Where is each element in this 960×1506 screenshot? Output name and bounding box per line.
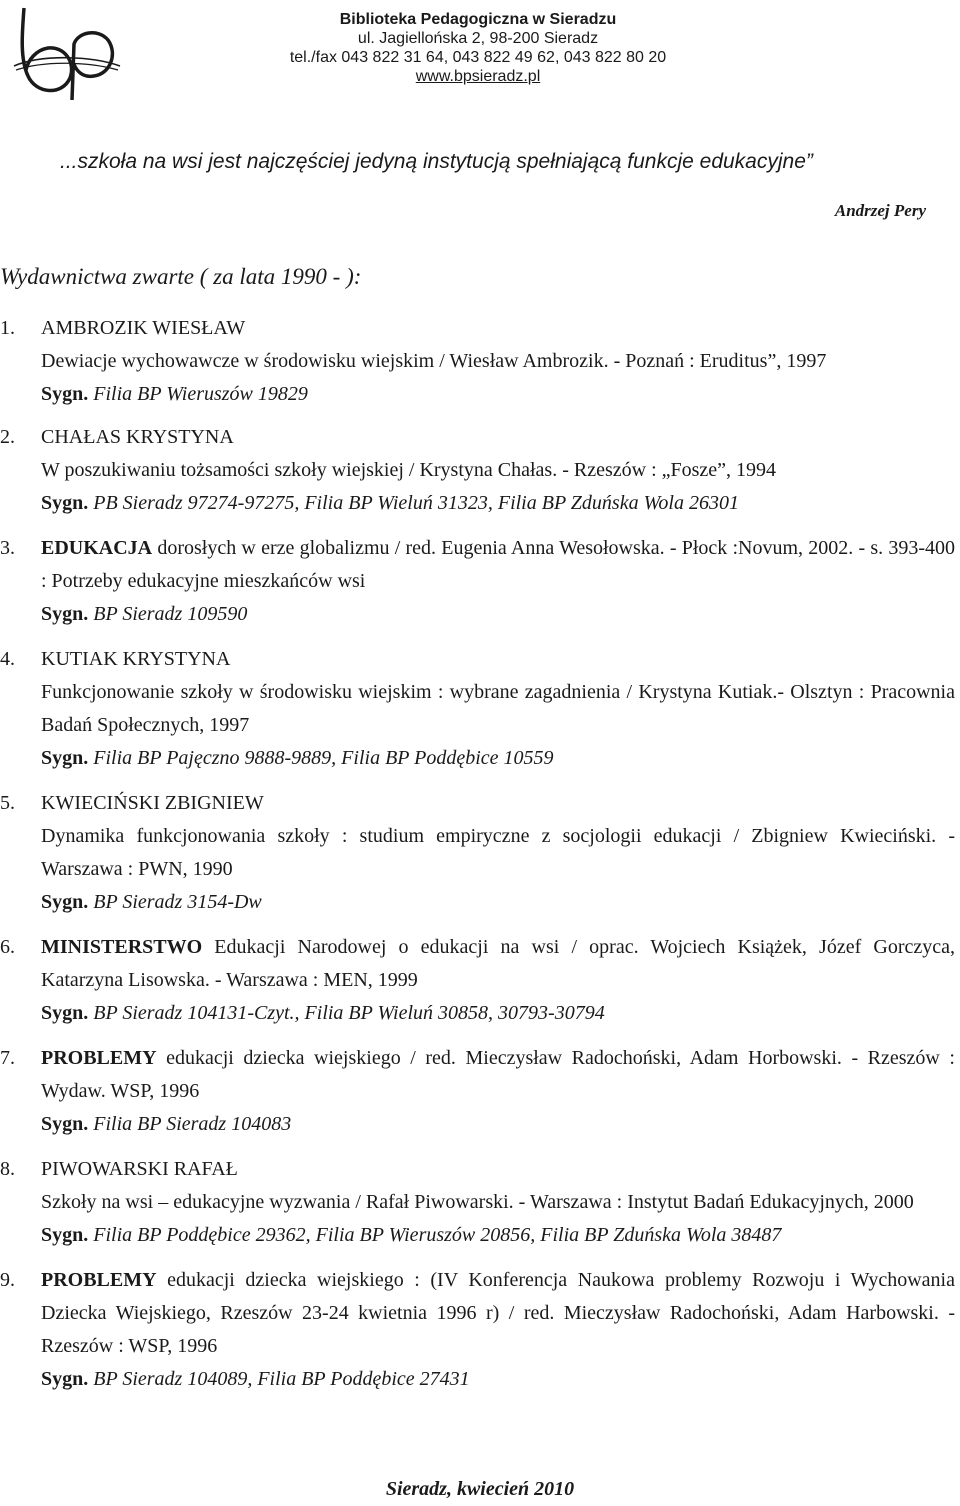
entry-number: 8. [0,1158,15,1180]
entry-signature [41,742,955,775]
library-phone: tel./fax 043 822 31 64, 043 822 49 62, 043 822 80 20 [289,49,667,66]
signature-label: Sygn. [41,1113,89,1135]
list-item [0,931,955,1030]
signature-value: BP Sieradz 3154-Dw [88,891,262,913]
quote-text: ...szkoła na wsi jest najczęściej jedyną instytucją spełniającą funkcje edukacyjne” [60,150,813,173]
signature-label: Sygn. [41,1002,89,1024]
entry-description: Szkoły na wsi – edukacyjne wyzwania / Rafał Piwowarski. - Warszawa : Instytut Badań Edukacyjnych, 2000 [41,1191,914,1213]
list-item [0,787,955,919]
library-address: ul. Jagiellońska 2, 98-200 Sieradz [357,30,599,47]
list-item [0,532,955,631]
entry-description: edukacji dziecka wiejskiego / red. Mieczysław Radochoński, Adam Horbowski. - Rzeszów : Wydaw. WSP, 1996 [41,1047,955,1102]
entry-heading: PROBLEMY [41,1269,157,1291]
entry-number: 3. [0,537,15,559]
library-name: Biblioteka Pedagogiczna w Sieradzu [339,11,617,28]
entry-signature [41,1363,955,1396]
signature-label: Sygn. [41,492,89,514]
entry-description: dorosłych w erze globalizmu / red. Eugenia Anna Wesołowska. - Płock :Novum, 2002. - s. 393-400 : Potrzeby edukacyjne mieszkańców wsi [41,537,955,592]
signature-label: Sygn. [41,747,89,769]
entry-description: Dewiacje wychowawcze w środowisku wiejskim / Wiesław Ambrozik. - Poznań : Eruditus”, 1997 [41,350,827,372]
signature-label: Sygn. [41,1368,89,1390]
list-item [0,643,955,775]
signature-value: BP Sieradz 104089, Filia BP Poddębice 27431 [88,1368,470,1390]
entry-signature [41,1108,955,1141]
list-item [0,421,955,520]
entry-signature [41,997,955,1030]
quote-author: Andrzej Pery [834,201,926,220]
entry-heading: MINISTERSTWO [41,936,203,958]
entry-heading: KUTIAK KRYSTYNA [41,648,231,670]
library-logo [12,4,124,100]
library-header [258,10,698,86]
library-website-link[interactable]: www.bpsieradz.pl [415,68,541,85]
entry-description: Edukacji Narodowej o edukacji na wsi / oprac. Wojciech Książek, Józef Gorczyca, Katarzyna Lisowska. - Warszawa : MEN, 1999 [41,936,955,991]
signature-label: Sygn. [41,603,89,625]
signature-label: Sygn. [41,1224,89,1246]
entry-heading: PROBLEMY [41,1047,157,1069]
entry-number: 2. [0,426,15,448]
list-item [0,1264,955,1396]
section-title: Wydawnictwa zwarte ( za lata 1990 - ): [0,264,362,289]
entry-signature [41,487,955,520]
entry-signature [41,598,955,631]
signature-value: BP Sieradz 104131-Czyt., Filia BP Wieluń 30858, 30793-30794 [88,1002,605,1024]
entry-heading: AMBROZIK WIESŁAW [41,317,246,339]
signature-value: BP Sieradz 109590 [88,603,248,625]
footer-place-date: Sieradz, kwiecień 2010 [385,1478,575,1500]
signature-value: Filia BP Wieruszów 19829 [88,383,308,405]
entry-heading: PIWOWARSKI RAFAŁ [41,1158,238,1180]
entry-description: Dynamika funkcjonowania szkoły : studium empiryczne z socjologii edukacji / Zbigniew Kwieciński. - Warszawa : PWN, 1990 [41,825,955,880]
entry-number: 6. [0,936,15,958]
entry-heading: KWIECIŃSKI ZBIGNIEW [41,792,264,814]
entry-number: 1. [0,317,15,339]
entry-description: edukacji dziecka wiejskiego : (IV Konferencja Naukowa problemy Rozwoju i Wychowania Dziecka Wiejskiego, Rzeszów 23-24 kwietnia 1996 r) / red. Mieczysław Radochoński, Adam Harbowski. - Rzeszów : WSP, 1996 [41,1269,955,1357]
entry-signature [41,378,955,411]
entry-description: W poszukiwaniu tożsamości szkoły wiejskiej / Krystyna Chałas. - Rzeszów : „Fosze”, 1994 [41,459,777,481]
signature-label: Sygn. [41,383,89,405]
signature-value: PB Sieradz 97274-97275, Filia BP Wieluń 31323, Filia BP Zduńska Wola 26301 [88,492,739,514]
list-item [0,1153,955,1252]
entry-heading: CHAŁAS KRYSTYNA [41,426,234,448]
list-item [0,1042,955,1141]
signature-value: Filia BP Sieradz 104083 [88,1113,292,1135]
entry-signature [41,1219,955,1252]
entry-number: 4. [0,648,15,670]
signature-value: Filia BP Pajęczno 9888-9889, Filia BP Poddębice 10559 [88,747,554,769]
entry-description: Funkcjonowanie szkoły w środowisku wiejskim : wybrane zagadnienia / Krystyna Kutiak.- Olsztyn : Pracownia Badań Społecznych, 1997 [41,681,955,736]
bibliography-list [0,312,955,1396]
entry-heading: EDUKACJA [41,537,153,559]
signature-value: Filia BP Poddębice 29362, Filia BP Wieruszów 20856, Filia BP Zduńska Wola 38487 [88,1224,782,1246]
entry-number: 9. [0,1269,15,1291]
entry-signature [41,886,955,919]
list-item [0,312,955,411]
entry-number: 5. [0,792,15,814]
entry-number: 7. [0,1047,15,1069]
signature-label: Sygn. [41,891,89,913]
